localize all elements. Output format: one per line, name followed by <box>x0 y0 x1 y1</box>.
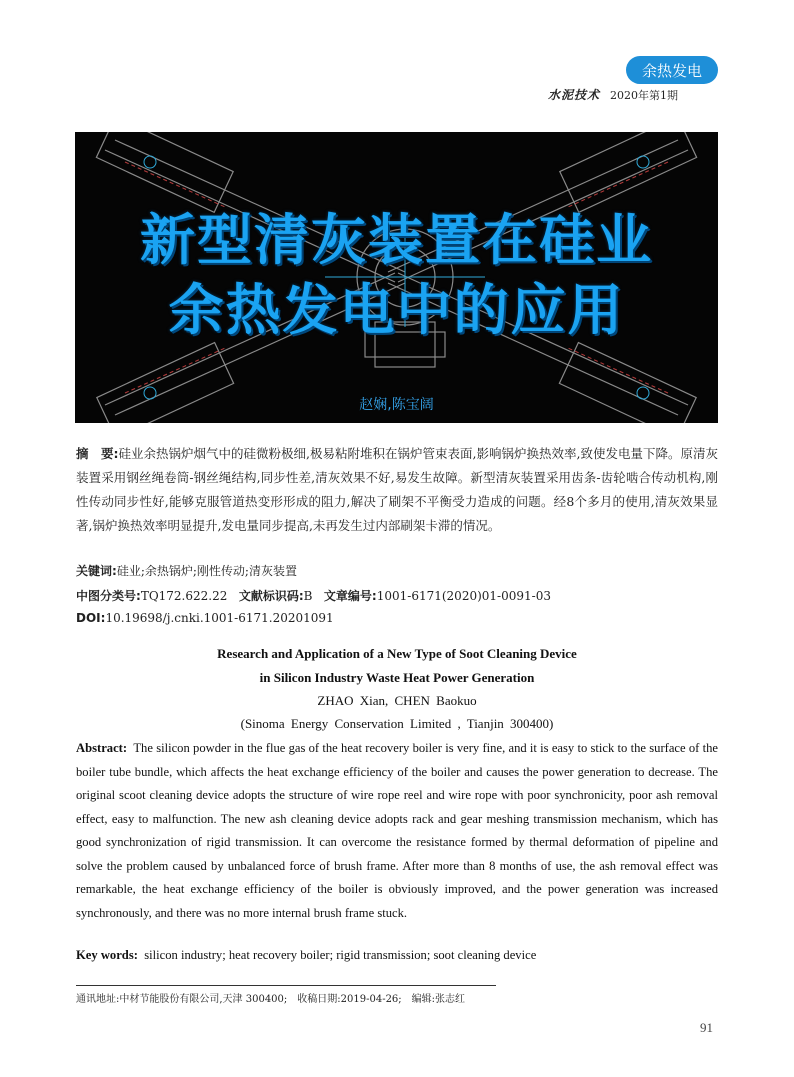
english-abstract-text: The silicon powder in the flue gas of the heat recovery boiler is very fine, and it is easy to stick to the surface of the boiler tube bundle, which affects the heat exchange efficiency of the boiler and causes the power generation to decrease. The original scoot cleaning device adopts the structure of wire rope reel and wire rope with poor synchronicity, poor ash removal effect, easy to malfunction. The new ash cleaning device adopts rack and gear meshing transmission mechanism, which has good synchronization of rigid transmission. It can overcome the resistance formed by thermal deformation of pipeline and solve the problem caused by unbalanced force of brush frame. After more than 8 months of use, the ash removal effect was remarkable, the heat exchange efficiency of the boiler is obviously improved, and the power generation was increased synchronously, and there was no more internal brush frame stuck. <box>76 741 718 920</box>
english-affiliation: (Sinoma Energy Conservation Limited , Tianjin 300400) <box>240 716 554 731</box>
journal-header <box>548 86 678 103</box>
english-keywords-text: silicon industry; heat recovery boiler; rigid transmission; soot cleaning device <box>144 948 537 962</box>
english-keywords <box>76 948 718 963</box>
english-authors: ZHAO Xian, CHEN Baokuo <box>317 693 477 708</box>
doi-value: 10.19698/j.cnki.1001-6171.20201091 <box>105 611 334 625</box>
keywords-cn-label: 关键词: <box>76 564 117 578</box>
classification-line <box>76 587 551 604</box>
page-number: 91 <box>700 1020 713 1035</box>
article-no-label: 文章编号: <box>323 589 377 603</box>
abstract-cn <box>76 442 718 538</box>
hero-authors: 赵娴,陈宝阔 <box>359 397 434 413</box>
doi-label: DOI: <box>76 611 106 625</box>
abstract-cn-label: 摘 要: <box>76 446 119 461</box>
journal-issue: 2020年第1期 <box>610 89 679 102</box>
journal-name: 水泥技术 <box>548 88 601 102</box>
english-keywords-label: Key words: <box>76 948 138 962</box>
doc-code-value: B <box>303 589 313 603</box>
doc-code-label: 文献标识码: <box>238 589 304 603</box>
english-title-line2: in Silicon Industry Waste Heat Power Generation <box>259 670 535 685</box>
section-badge: 余热发电 <box>626 56 718 84</box>
footnote-divider <box>76 985 496 986</box>
hero-banner <box>75 132 718 423</box>
abstract-cn-text: 硅业余热锅炉烟气中的硅微粉极细,极易粘附堆积在锅炉管束表面,影响锅炉换热效率,致使发电量下降。原清灰装置采用钢丝绳卷筒-钢丝绳结构,同步性差,清灰效果不好,易发生故障。新型清灰装置采用齿条-齿轮啮合传动机构,刚性传动同步性好,能够克服管道热变形形成的阻力,解决了刷架不平衡受力造成的问题。经8个多月的使用,清灰效果显著,锅炉换热效率明显提升,发电量同步提高,未再发生过内部刷架卡滞的情况。 <box>76 446 718 533</box>
english-abstract-label: Abstract: <box>76 741 128 755</box>
hero-title-line2: 余热发电中的应用 <box>168 278 625 342</box>
english-abstract <box>76 737 718 925</box>
doi-line <box>76 611 334 625</box>
keywords-cn <box>76 562 297 579</box>
article-no-value: 1001-6171(2020)01-0091-03 <box>376 589 551 603</box>
keywords-cn-text: 硅业;余热锅炉;刚性传动;清灰装置 <box>116 564 297 578</box>
clc-value: TQ172.622.22 <box>140 589 228 603</box>
clc-label: 中图分类号: <box>76 589 141 603</box>
footnote: 通讯地址:中材节能股份有限公司,天津 300400; 收稿日期:2019-04-26; 编辑:张志红 <box>76 994 466 1005</box>
hero-title-line1: 新型清灰装置在硅业 <box>139 208 653 272</box>
english-title-line1: Research and Application of a New Type of Soot Cleaning Device <box>217 646 577 661</box>
